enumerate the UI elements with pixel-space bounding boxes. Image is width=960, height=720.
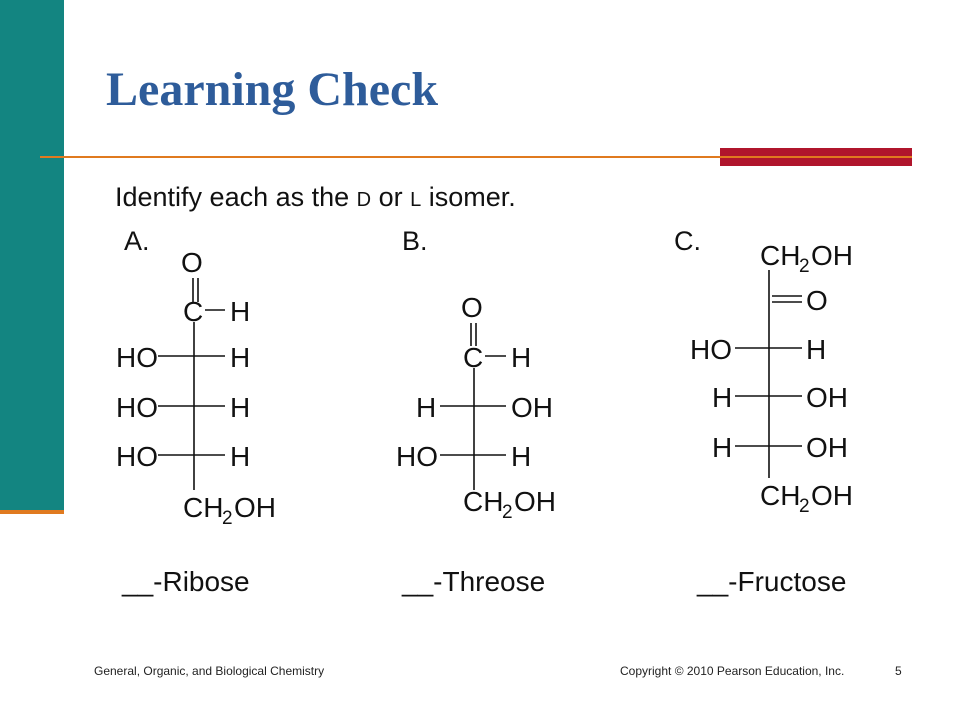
fructose-top-sub: 2 bbox=[799, 256, 810, 277]
prompt-or: or bbox=[371, 182, 411, 212]
fructose-bottom-sub: 2 bbox=[799, 496, 810, 517]
fructose-row3-right: OH bbox=[806, 432, 848, 463]
ribose-c1-h: H bbox=[230, 296, 251, 327]
fructose-keto-o: O bbox=[806, 285, 828, 316]
ribose-row3-right: H bbox=[230, 441, 251, 472]
threose-row2-left: HO bbox=[396, 441, 438, 472]
ribose-row2-left: HO bbox=[116, 392, 158, 423]
prompt-text-start: Identify each as the bbox=[115, 182, 357, 212]
threose-row1-right: OH bbox=[511, 392, 553, 423]
fructose-bottom-ch: CH bbox=[760, 480, 801, 511]
prompt-text-end: isomer. bbox=[421, 182, 516, 212]
ribose-top-o: O bbox=[181, 247, 203, 278]
answer-blank-threose: __-Threose bbox=[402, 566, 546, 597]
fructose-top-oh: OH bbox=[811, 240, 853, 271]
threose-top-o: O bbox=[461, 292, 483, 323]
answer-blank-fructose: __-Fructose bbox=[697, 566, 847, 597]
footer-course-title: General, Organic, and Biological Chemistry bbox=[94, 664, 325, 678]
threose-bottom-ch: CH bbox=[463, 486, 504, 517]
ribose-c1: C bbox=[183, 296, 204, 327]
label-b: B. bbox=[402, 226, 428, 256]
ribose-bottom-sub: 2 bbox=[222, 508, 233, 529]
prompt-d: D bbox=[356, 189, 372, 211]
fructose-row2-left: H bbox=[712, 382, 733, 413]
footer-page-number: 5 bbox=[895, 664, 902, 678]
fructose-top-ch: CH bbox=[760, 240, 801, 271]
molecule-fructose bbox=[735, 270, 802, 478]
ribose-row3-left: HO bbox=[116, 441, 158, 472]
slide-title: Learning Check bbox=[106, 63, 439, 116]
fructose-row3-left: H bbox=[712, 432, 733, 463]
footer-copyright: Copyright © 2010 Pearson Education, Inc. bbox=[620, 664, 845, 678]
fructose-row1-right: H bbox=[806, 334, 827, 365]
ribose-bottom-oh: OH bbox=[234, 492, 276, 523]
ribose-row1-left: HO bbox=[116, 342, 158, 373]
threose-c1-h: H bbox=[511, 342, 532, 373]
fructose-row2-right: OH bbox=[806, 382, 848, 413]
ribose-row2-right: H bbox=[230, 392, 251, 423]
fructose-row1-left: HO bbox=[690, 334, 732, 365]
threose-bottom-sub: 2 bbox=[502, 502, 513, 523]
label-a: A. bbox=[124, 226, 150, 256]
threose-bottom-oh: OH bbox=[514, 486, 556, 517]
answer-blank-ribose: __-Ribose bbox=[122, 566, 250, 597]
ribose-row1-right: H bbox=[230, 342, 251, 373]
threose-row2-right: H bbox=[511, 441, 532, 472]
fructose-bottom-oh: OH bbox=[811, 480, 853, 511]
prompt-l: L bbox=[410, 189, 422, 211]
ribose-bottom-ch: CH bbox=[183, 492, 224, 523]
label-c: C. bbox=[674, 226, 701, 256]
threose-c1: C bbox=[463, 342, 484, 373]
threose-row1-left: H bbox=[416, 392, 437, 423]
